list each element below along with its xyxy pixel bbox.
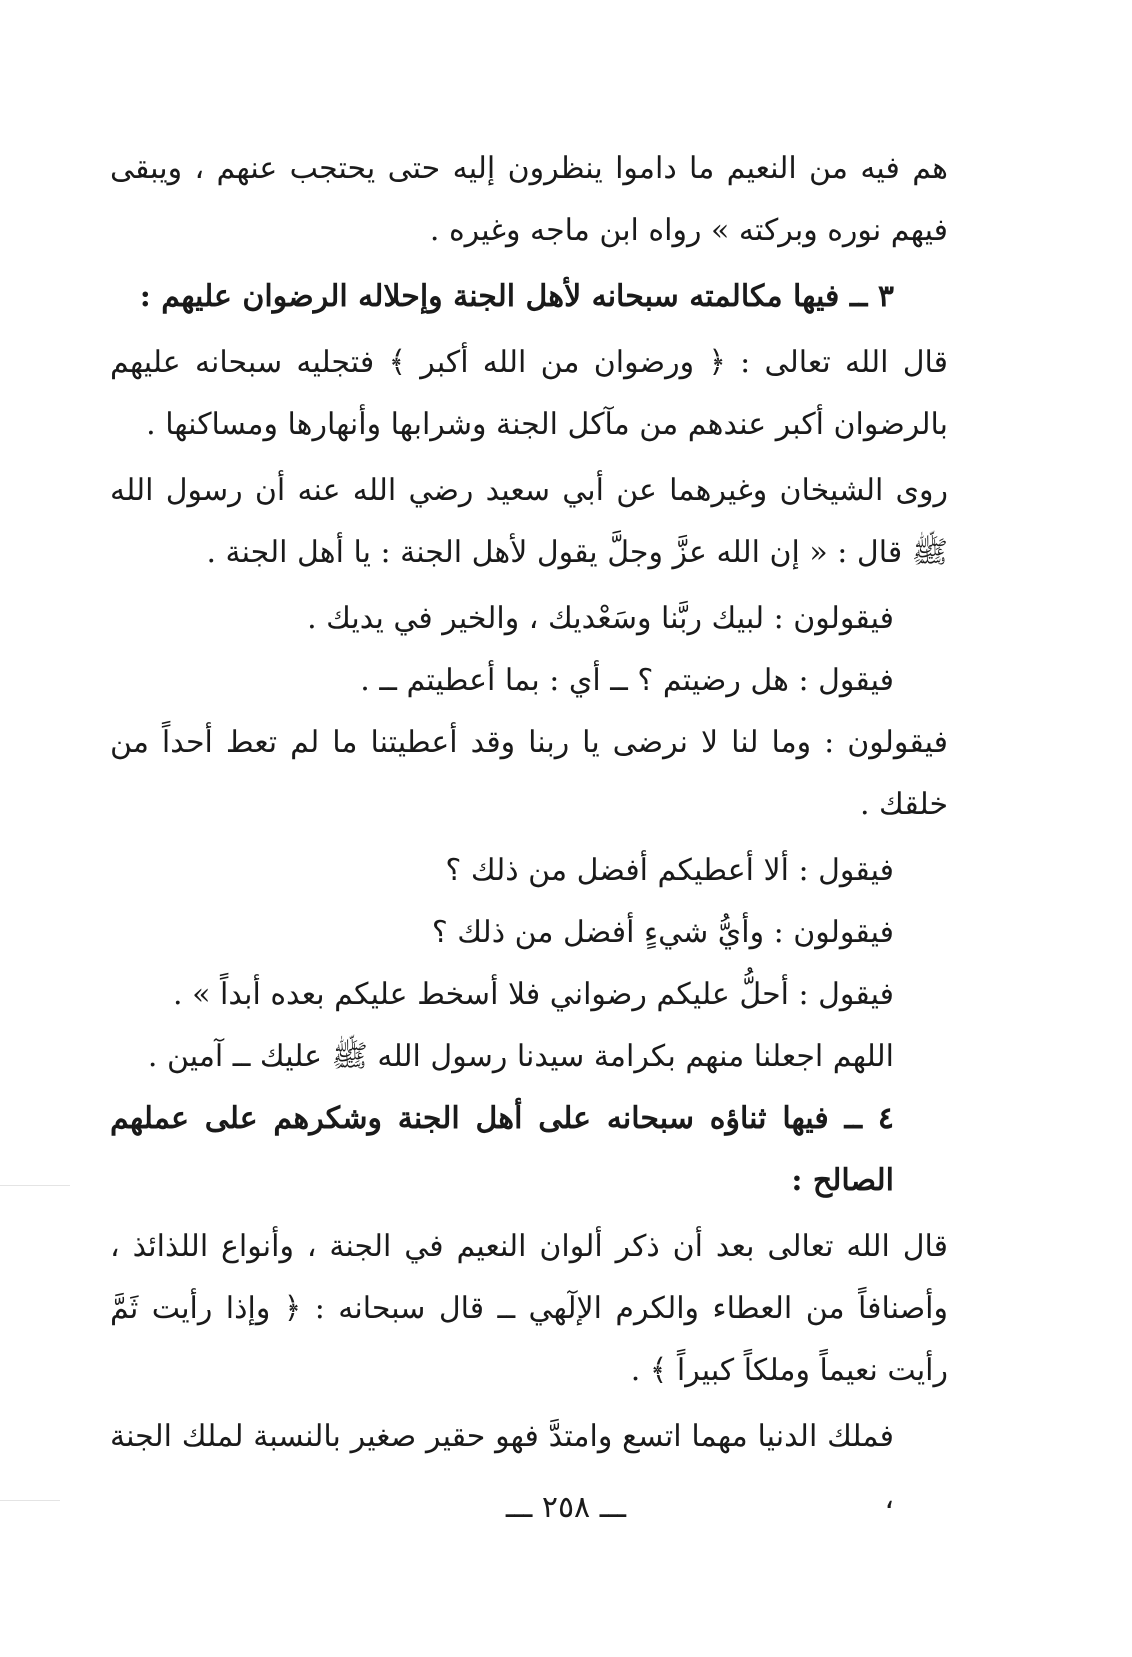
- prayer-line: اللهم اجعلنا منهم بكرامة سيدنا رسول الله ﷺ عليك ــ آمين .: [147, 1039, 894, 1074]
- scan-artifact-line: [0, 1185, 70, 1186]
- page-number: ـــ ٢٥٨ ـــ: [505, 1490, 627, 1525]
- dialog-line: فيقول : هل رضيتم ؟ ــ أي : بما أعطيتم ــ .: [360, 663, 894, 698]
- dialog-line: فيقولون : لبيك ربَّنا وسَعْديك ، والخير في يديك .: [307, 601, 894, 636]
- paragraph-hadith-intro: روى الشيخان وغيرهما عن أبي سعيد رضي الله عنه أن رسول الله ﷺ قال : « إن الله عزَّ وجلَّ يقول لأهل الجنة : يا أهل الجنة .: [110, 473, 948, 570]
- paragraph-closing: فملك الدنيا مهما اتسع وامتدَّ فهو حقير صغير بالنسبة لملك الجنة ،: [110, 1419, 894, 1516]
- paragraph-dialog-long: فيقولون : وما لنا لا نرضى يا ربنا وقد أعطيتنا ما لم تعط أحداً من خلقك .: [110, 725, 948, 822]
- paragraph-quran-verse-2: قال الله تعالى بعد أن ذكر ألوان النعيم في الجنة ، وأنواع اللذائذ ، وأصنافاً من العطاء والكرم الإلٓهي ــ قال سبحانه : ﴿ وإذا رأيت ثَمَّ رأيت نعيماً وملكاً كبيراً ﴾ .: [110, 1229, 948, 1388]
- paragraph-continuation: هم فيه من النعيم ما داموا ينظرون إليه حتى يحتجب عنهم ، ويبقى فيهم نوره وبركته » رواه ابن ماجه وغيره .: [110, 151, 948, 248]
- section-heading-3: ٣ ــ فيها مكالمته سبحانه لأهل الجنة وإحلاله الرضوان عليهم :: [139, 279, 894, 314]
- dialog-line: فيقول : ألا أعطيكم أفضل من ذلك ؟: [445, 853, 894, 888]
- page-body: [110, 138, 948, 1530]
- paragraph-quran-verse: قال الله تعالى : ﴿ ورضوان من الله أكبر ﴾ فتجليه سبحانه عليهم بالرضوان أكبر عندهم من مآكل الجنة وشرابها وأنهارها ومساكنها .: [110, 345, 948, 442]
- section-heading-4: ٤ ــ فيها ثناؤه سبحانه على أهل الجنة وشكرهم على عملهم الصالح :: [110, 1101, 894, 1198]
- dialog-line: فيقولون : وأيُّ شيءٍ أفضل من ذلك ؟: [431, 915, 894, 950]
- dialog-line: فيقول : أحلُّ عليكم رضواني فلا أسخط عليكم بعده أبداً » .: [173, 977, 894, 1012]
